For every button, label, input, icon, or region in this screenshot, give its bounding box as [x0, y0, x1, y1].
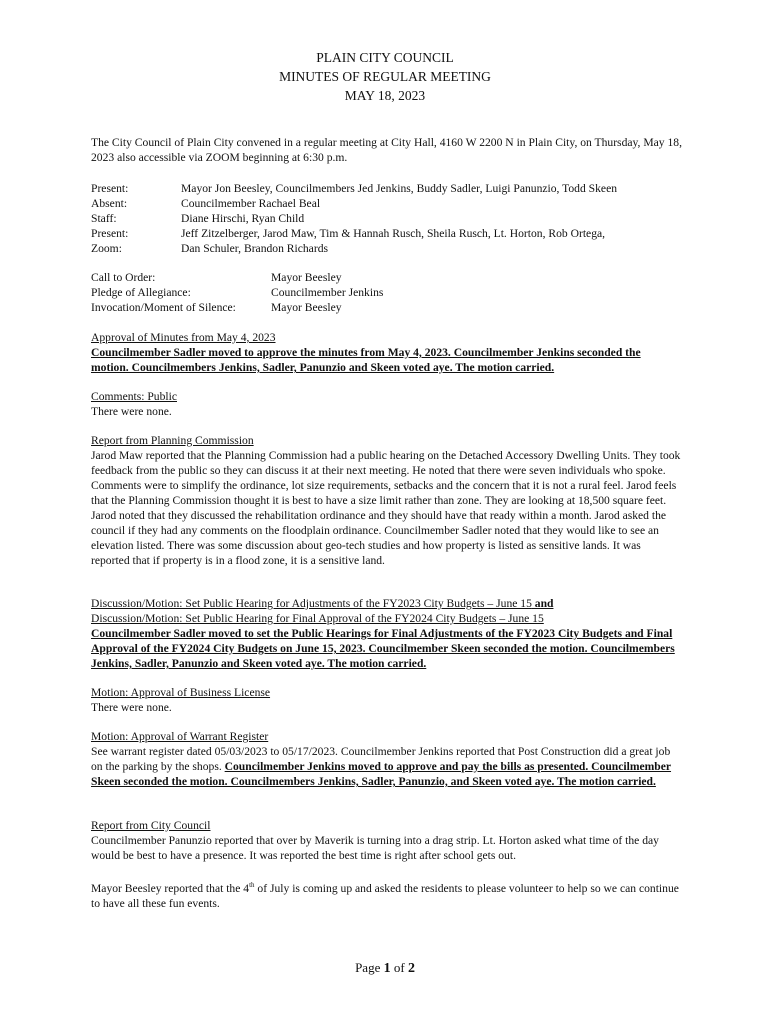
opening-label: Pledge of Allegiance: [91, 286, 191, 299]
motion-text: Councilmember Jenkins moved to approve and pay the bills as presented. Councilmember Skeen seconded the motion. Councilmembers Jenkins, Sadler, Panunzio, and Skeen voted aye. The motion carried. [91, 760, 672, 788]
document-title [0, 48, 770, 105]
section-text-fourth-of-july [91, 878, 681, 911]
attendance-label: Staff: [91, 212, 117, 225]
attendance-list [91, 181, 691, 256]
opening-row [91, 300, 681, 315]
attendance-label: Present: [91, 227, 129, 240]
text-part: Mayor Beesley reported that the 4 [91, 881, 250, 895]
attendance-value: Diane Hirschi, Ryan Child [181, 212, 305, 225]
attendance-row [91, 196, 691, 211]
and-connector: and [531, 597, 554, 610]
opening-value: Mayor Beesley [271, 301, 342, 314]
attendance-label: Zoom: [91, 242, 122, 255]
section-heading: Motion: Approval of Business License [91, 686, 271, 699]
attendance-row [91, 181, 691, 196]
meeting-date: MAY 18, 2023 [344, 88, 426, 103]
motion-text: Councilmember Sadler moved to set the Public Hearings for Final Adjustments of the FY2023 City Budgets and Final Approval of the FY2024 City Budgets on June 15, 2023. Councilmember Skeen seconded the motion. Councilmembers Jenkins, Sadler, Panunzio and Skeen voted aye. The motion carried. [91, 627, 675, 670]
public-comments-section [91, 389, 681, 419]
section-text: There were none. [91, 701, 172, 714]
superscript: th [249, 881, 255, 889]
opening-value: Councilmember Jenkins [271, 286, 384, 299]
opening-label: Call to Order: [91, 271, 156, 284]
attendance-label: Absent: [91, 197, 128, 210]
page-number: 1 [383, 961, 391, 976]
opening-row [91, 270, 681, 285]
opening-list [91, 270, 681, 315]
opening-value: Mayor Beesley [271, 271, 342, 284]
page-total: 2 [407, 961, 415, 976]
council-name: PLAIN CITY COUNCIL [316, 50, 454, 65]
attendance-value: Dan Schuler, Brandon Richards [181, 242, 328, 255]
attendance-value: Councilmember Rachael Beal [181, 197, 321, 210]
business-license-section [91, 685, 681, 715]
minutes-approval-section [91, 330, 681, 375]
meeting-type: MINUTES OF REGULAR MEETING [279, 69, 491, 84]
of-word: of [390, 960, 408, 975]
text-part: of July is coming up and asked the residents to please volunteer to help so we can continue to have all these fun events. [91, 881, 679, 910]
city-council-report-section [91, 818, 681, 911]
attendance-value: Mayor Jon Beesley, Councilmembers Jed Jenkins, Buddy Sadler, Luigi Panunzio, Todd Skeen [181, 182, 618, 195]
intro-paragraph: The City Council of Plain City convened in a regular meeting at City Hall, 4160 W 2200 N in Plain City, on Thursday, May 18, 2023 also accessible via ZOOM beginning at 6:30 p.m. [91, 136, 682, 164]
warrant-register-section [91, 729, 681, 789]
section-heading: Approval of Minutes from May 4, 2023 [91, 331, 276, 344]
planning-commission-section [91, 433, 681, 568]
section-heading: Motion: Approval of Warrant Register [91, 730, 269, 743]
page-footer [0, 960, 770, 977]
opening-row [91, 285, 681, 300]
section-text: Jarod Maw reported that the Planning Commission had a public hearing on the Detached Accessory Dwelling Units. They took feedback from the public so they can discuss it at their next meeting. He noted that there were seven individuals who spoke. Comments were to simplify the ordinance, lot size requirements, setbacks and the concern that it is not a rural feel. Jarod feels that the Planning Commission thought it is best to have a size limit rather than zone. They are looking at 18,500 square feet. Jarod noted that they discussed the rehabilitation ordinance and they should have that ready within a month. Jarod asked the council if they had any comments on the floodplain ordinance. Councilmember Sadler noted that they would like to see an elevation listed. There was some discussion about geo-tech studies and how property is listed as sensitive lands. It was reported that if property is in a flood zone, it is a sensitive land. [91, 449, 681, 567]
section-heading: Comments: Public [91, 390, 177, 403]
attendance-row [91, 226, 691, 241]
attendance-label: Present: [91, 182, 129, 195]
section-heading: Discussion/Motion: Set Public Hearing for Final Approval of the FY2024 City Budgets – June 15 [91, 612, 544, 625]
section-heading: Report from Planning Commission [91, 434, 254, 447]
page-word: Page [355, 960, 384, 975]
motion-text: Councilmember Sadler moved to approve the minutes from May 4, 2023. Councilmember Jenkins seconded the motion. Councilmembers Jenkins, Sadler, Panunzio and Skeen voted aye. The motion carried. [91, 346, 641, 374]
attendance-row [91, 211, 691, 226]
section-text: See warrant register dated 05/03/2023 to 05/17/2023. Councilmember Jenkins reported that Post Construction did a great job on the parking by the shops. [91, 745, 671, 773]
attendance-row [91, 241, 691, 256]
opening-label: Invocation/Moment of Silence: [91, 301, 236, 314]
section-heading: Discussion/Motion: Set Public Hearing for Adjustments of the FY2023 City Budgets – June 15 [91, 597, 532, 610]
section-text: There were none. [91, 405, 172, 418]
section-text: Councilmember Panunzio reported that over by Maverik is turning into a drag strip. Lt. Horton asked what time of the day would be best to have a presence. It was reported the best time is right after school gets out. [91, 834, 659, 862]
section-heading: Report from City Council [91, 819, 211, 832]
budget-hearing-section [91, 596, 681, 671]
attendance-value: Jeff Zitzelberger, Jarod Maw, Tim & Hannah Rusch, Sheila Rusch, Lt. Horton, Rob Ortega, [181, 227, 606, 240]
